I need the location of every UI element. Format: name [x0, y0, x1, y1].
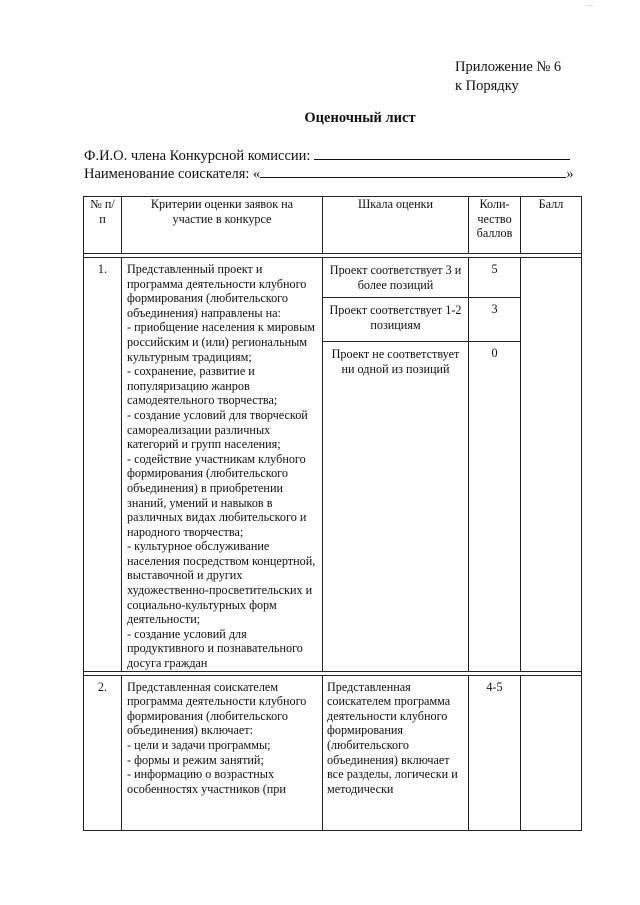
scale-option: Проект не соответствует ни одной из позиций	[323, 342, 469, 672]
applicant-name-label: Наименование соискателя: «	[84, 166, 261, 182]
row-number: 2.	[84, 675, 122, 830]
member-name-field	[84, 145, 570, 165]
header-ball: Балл	[521, 197, 582, 254]
page-mark: —	[586, 0, 594, 9]
appendix-number: Приложение № 6	[455, 59, 562, 75]
scale-option: Проект соответствует 3 и более позиций	[323, 258, 469, 298]
applicant-name-close: »	[566, 166, 574, 182]
points-value: 0	[469, 342, 521, 672]
scale-option: Представленная соискателем программа деятельности клубного формирования (любительского объединения) включает все разделы, логически и методически	[323, 675, 469, 830]
scale-option: Проект соответствует 1-2 позициям	[323, 298, 469, 342]
criteria-text: Представленный проект и программа деятельности клубного формирования (любительского объединения) направлены на: - приобщение населения к мировым российским и (или) региональным культурным традициям; - сохранение, развитие и популяризацию жанров самодеятельного творчества; - создание условий для творческой самореализации различных категорий и групп населения; - содействие участникам клубного формирования (любительского объединения) в приобретении знаний, умений и навыков в различных видах любительского и народного творчества; - культурное обслуживание населения посредством концертной, выставочной и других художественно-просветительских и социально-культурных форм деятельности; - создание условий для продуктивного и познавательного досуга граждан	[122, 258, 323, 672]
table-row	[84, 675, 582, 830]
table-row	[84, 258, 582, 298]
header-criteria: Критерии оценки заявок на участие в конкурсе	[122, 197, 323, 254]
applicant-name-field	[84, 163, 574, 183]
document-title: Оценочный лист	[304, 110, 416, 126]
header-number: № п/п	[84, 197, 122, 254]
evaluation-table	[83, 196, 582, 831]
row-number: 1.	[84, 258, 122, 672]
applicant-name-blank	[260, 163, 566, 178]
criteria-text: Представленная соискателем программа деятельности клубного формирования (любительского объединения) включает: - цели и задачи программы; - формы и режим занятий; - информацию о возрастных особенностях участников (при	[122, 675, 323, 830]
score-cell[interactable]	[521, 675, 582, 830]
points-value: 5	[469, 258, 521, 298]
score-cell[interactable]	[521, 258, 582, 672]
points-value: 3	[469, 298, 521, 342]
member-name-label: Ф.И.О. члена Конкурсной комиссии:	[84, 148, 311, 164]
points-value: 4-5	[469, 675, 521, 830]
appendix-reference	[455, 58, 561, 96]
table-header-row	[84, 197, 582, 254]
header-scale: Шкала оценки	[323, 197, 469, 254]
header-quantity: Коли- чество баллов	[469, 197, 521, 254]
appendix-order: к Порядку	[455, 78, 519, 94]
member-name-blank	[314, 145, 570, 160]
